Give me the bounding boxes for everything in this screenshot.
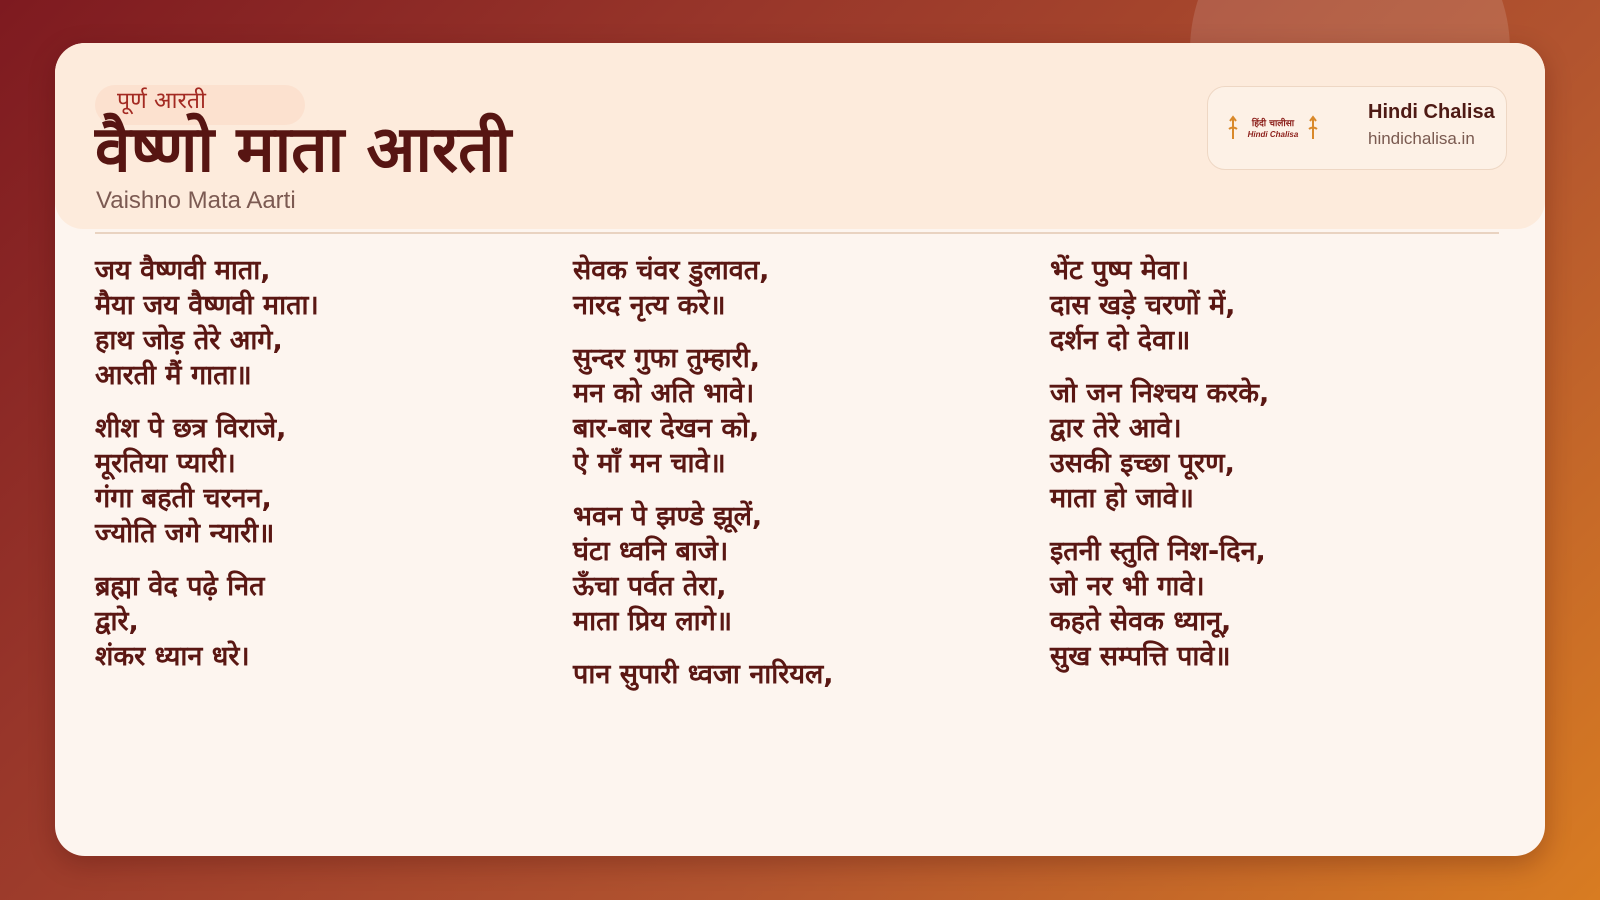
verse-line: जो जन निश्चय करके,: [1050, 378, 1270, 409]
verse-line: द्वारे,: [95, 606, 139, 637]
verse-line: ब्रह्मा वेद पढ़े नित: [95, 571, 265, 602]
verse-line: द्वार तेरे आवे।: [1050, 413, 1182, 444]
verse-line: मन को अति भावे।: [573, 378, 755, 409]
verse-line: जय वैष्णवी माता,: [95, 255, 271, 286]
verse-column-2: [573, 253, 993, 710]
verse-line: गंगा बहती चरनन,: [95, 483, 272, 514]
verse-line: दास खड़े चरणों में,: [1050, 290, 1236, 321]
verse-line: भेंट पुष्प मेवा।: [1050, 255, 1190, 286]
kicker-label: पूर्ण आरती: [117, 88, 206, 114]
verse-line: मैया जय वैष्णवी माता।: [95, 290, 319, 321]
stanza: [95, 253, 515, 393]
brand-url[interactable]: hindichalisa.in: [1368, 129, 1475, 148]
stanza: [573, 499, 993, 639]
verse-line: ऐ माँ मन चावे॥: [573, 448, 726, 479]
verse-line: सुख सम्पत्ति पावे॥: [1050, 641, 1231, 672]
verse-line: कहते सेवक ध्यानू,: [1050, 606, 1232, 637]
hindi-chalisa-logo: [1226, 113, 1320, 143]
verse-line: सुन्दर गुफा तुम्हारी,: [573, 343, 760, 374]
verse-line: इतनी स्तुति निश-दिन,: [1050, 536, 1266, 567]
logo-english-text: Hindi Chalisa: [1247, 130, 1299, 139]
verse-line: ज्योति जगे न्यारी॥: [95, 518, 275, 549]
stanza: [95, 411, 515, 551]
verse-column-1: [95, 253, 515, 692]
verse-line: शीश पे छत्र विराजे,: [95, 413, 287, 444]
stanza: [1050, 534, 1470, 674]
brand-badge[interactable]: [1207, 86, 1507, 170]
verse-line: भवन पे झण्डे झूलें,: [573, 501, 763, 532]
verse-line: दर्शन दो देवा॥: [1050, 325, 1191, 356]
stanza: [573, 341, 993, 481]
stanza: [573, 657, 993, 692]
verse-line: ऊँचा पर्वत तेरा,: [573, 571, 727, 602]
card-header: [55, 43, 1545, 229]
verse-column-3: [1050, 253, 1470, 692]
verse-line: हाथ जोड़ तेरे आगे,: [95, 325, 283, 356]
verse-line: माता प्रिय लागे॥: [573, 606, 733, 637]
logo-hindi-text: हिंदी चालीसा: [1251, 119, 1295, 129]
verses-area: [95, 253, 1515, 833]
verse-line: उसकी इच्छा पूरण,: [1050, 448, 1235, 479]
verse-line: सेवक चंवर डुलावत,: [573, 255, 770, 286]
page-title: वैष्णो माता आरती: [95, 113, 512, 187]
verse-line: मूरतिया प्यारी।: [95, 448, 236, 479]
header-divider: [95, 232, 1499, 234]
verse-line: घंटा ध्वनि बाजे।: [573, 536, 729, 567]
stanza: [573, 253, 993, 323]
verse-line: शंकर ध्यान धरे।: [95, 641, 250, 672]
verse-line: आरती मैं गाता॥: [95, 360, 252, 391]
page-subtitle: Vaishno Mata Aarti: [96, 187, 296, 214]
stanza: [95, 569, 515, 674]
verse-line: पान सुपारी ध्वजा नारियल,: [573, 659, 834, 690]
aarti-card: [55, 43, 1545, 856]
verse-line: जो नर भी गावे।: [1050, 571, 1205, 602]
stanza: [1050, 376, 1470, 516]
verse-line: बार-बार देखन को,: [573, 413, 760, 444]
stanza: [1050, 253, 1470, 358]
verse-line: माता हो जावे॥: [1050, 483, 1194, 514]
verse-line: नारद नृत्य करे॥: [573, 290, 726, 321]
brand-name: Hindi Chalisa: [1368, 101, 1495, 123]
